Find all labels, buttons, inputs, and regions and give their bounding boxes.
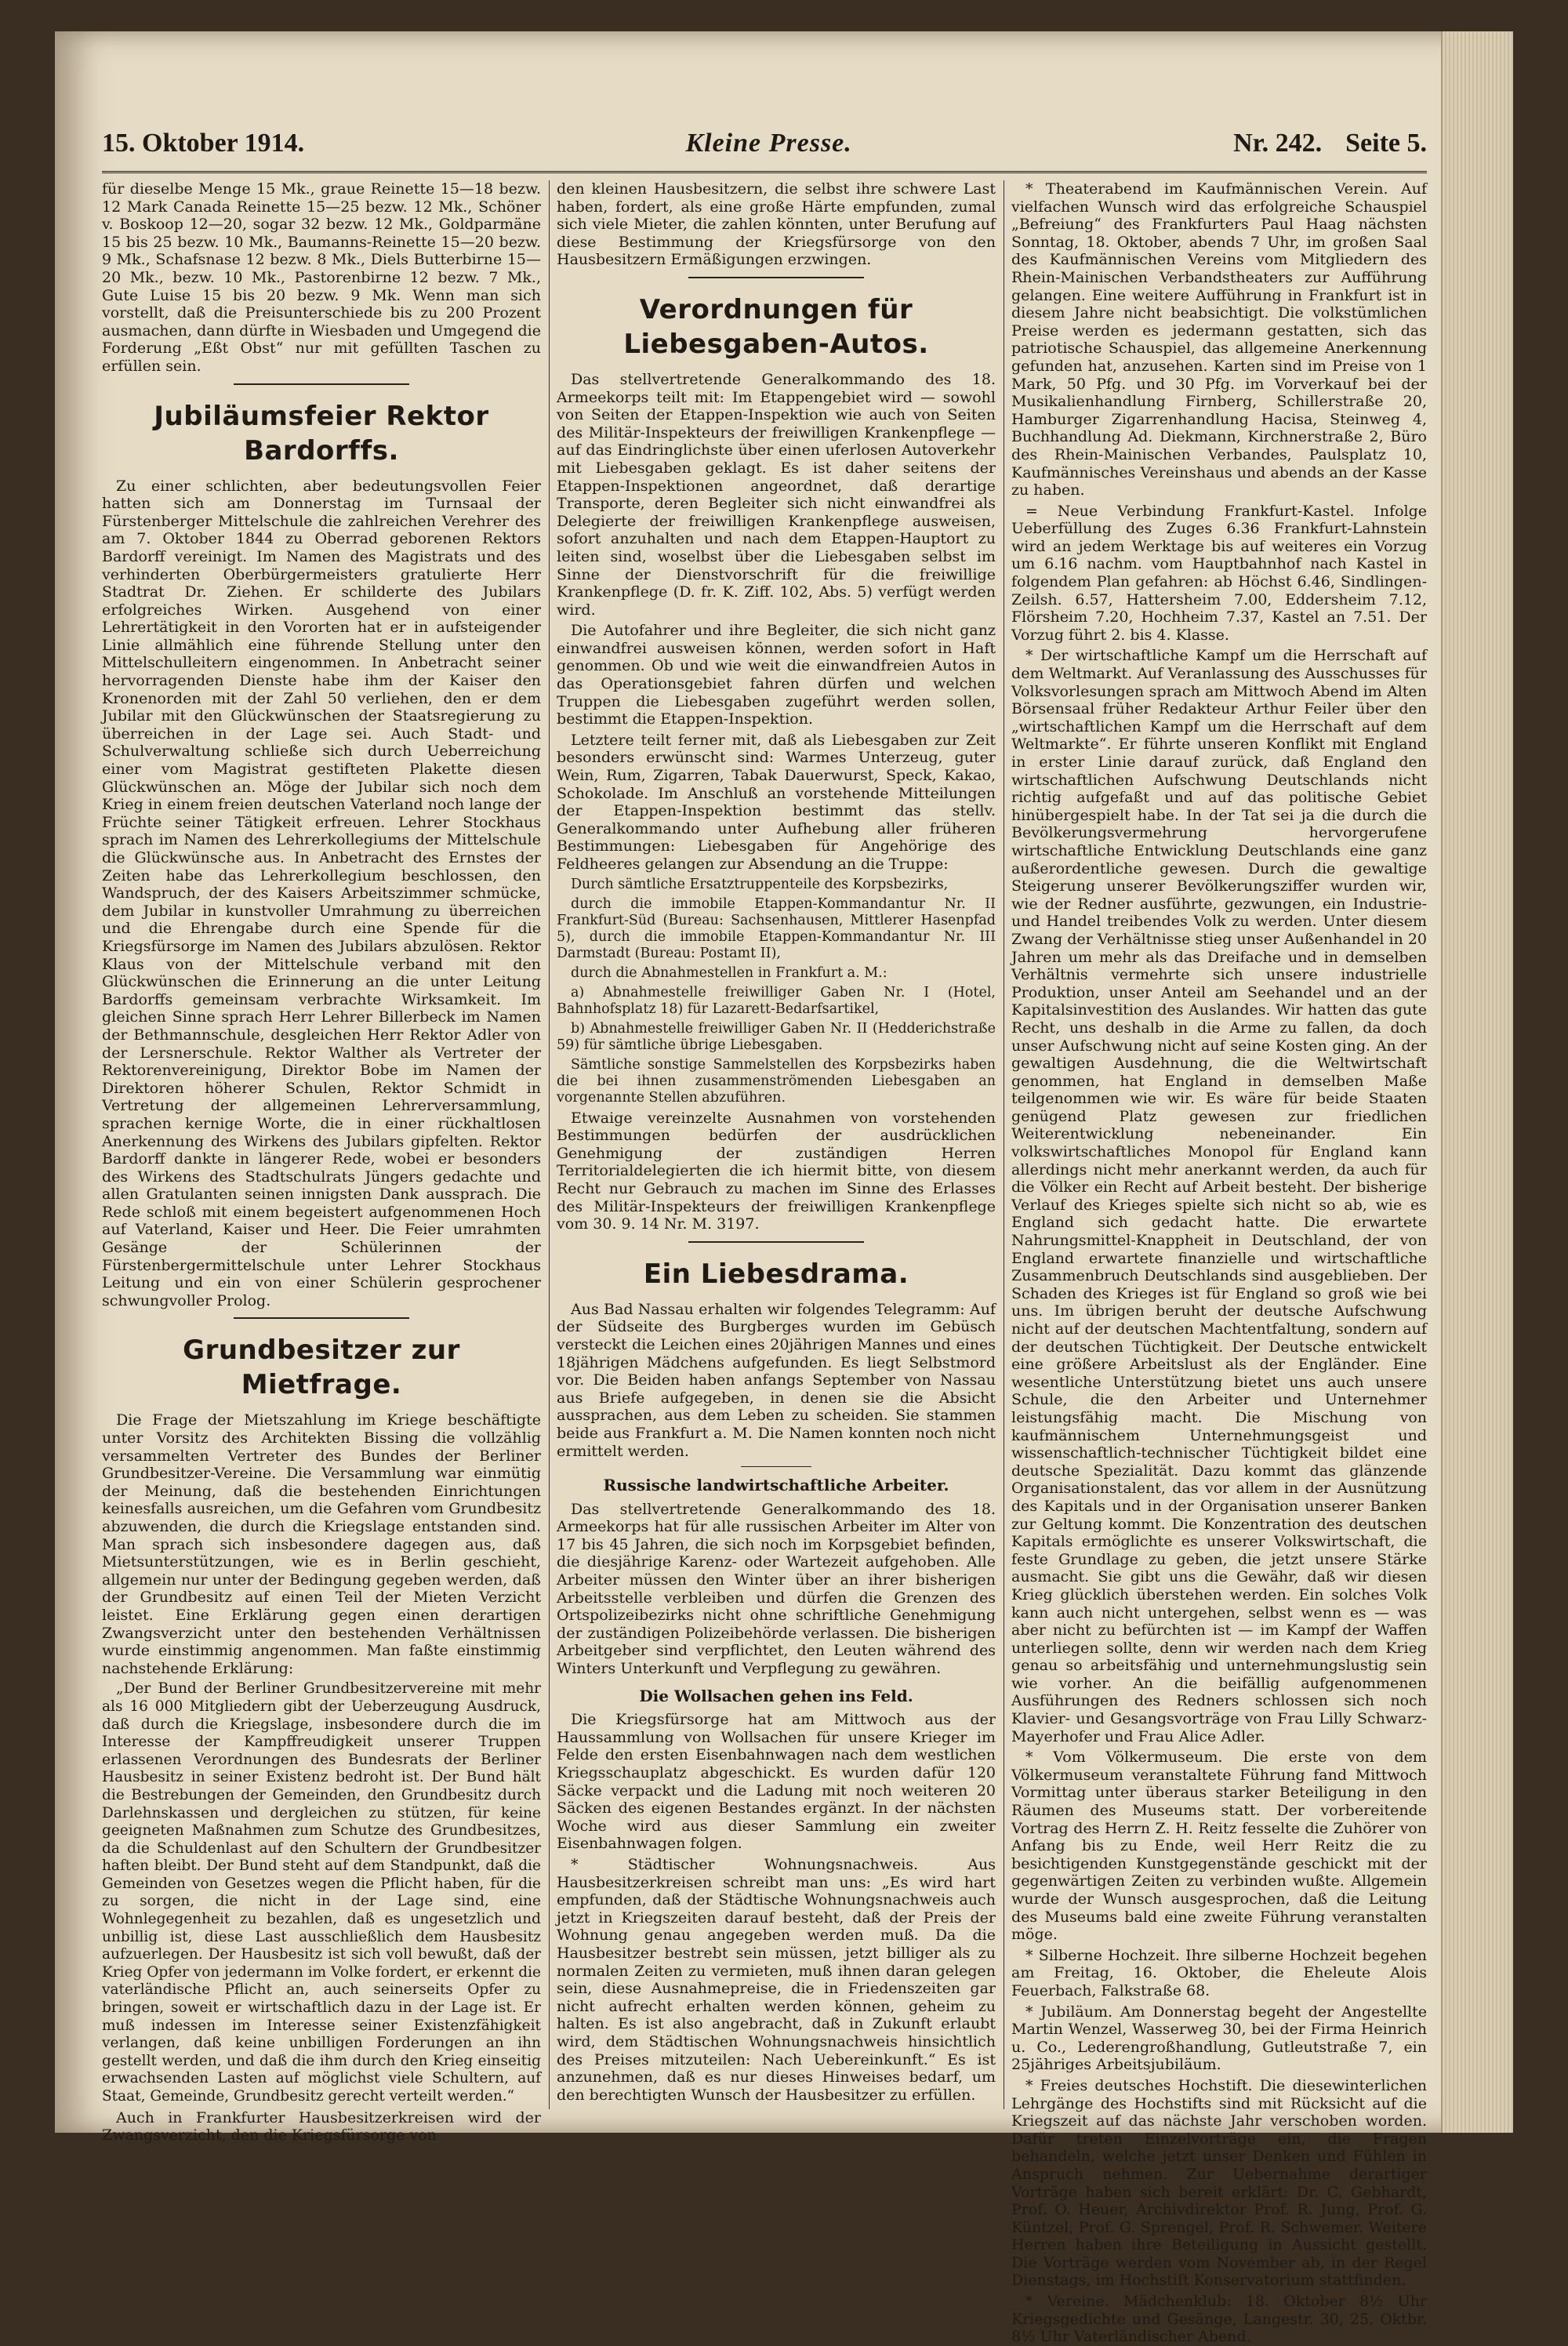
issue-number: Nr. 242. — [1233, 129, 1323, 158]
list-item: a) Abnahmestelle freiwilliger Gaben Nr. I (Hotel, Bahnhofsplatz 18) für Lazarett-Bedarfsartikel, — [557, 984, 996, 1017]
list-item: durch die immobile Etappen-Kommandantur Nr. II Frankfurt-Süd (Bureau: Sachsenhausen, Mittlerer Hasenpfad 5), durch die immobile Etappen-Kommandantur Nr. III Darmstadt (Bureau: Postamt II), — [557, 895, 996, 961]
article-text: Die Kriegsfürsorge hat am Mittwoch aus der Haussammlung von Wollsachen für unsere Krieger im Felde den ersten Eisenbahnwagen nach dem westlichen Kriegsschauplatz abgeschickt. Es wurden dafür 120 Säcke verpackt und die Ladung mit noch weiteren 20 Säcken des eigenen Bestandes ergänzt. In der nächsten Woche wird aus dieser Sammlung ein zweiter Eisenbahnwagen folgen. — [557, 1711, 996, 1853]
headline: Verordnungen für Liebesgaben-Autos. — [623, 293, 929, 360]
masthead — [102, 116, 1427, 173]
headline: Ein Liebesdrama. — [643, 1258, 909, 1290]
separator — [741, 1466, 811, 1467]
page-number: Seite 5. — [1345, 129, 1427, 158]
article-text: * Städtischer Wohnungsnachweis. Aus Hausbesitzerkreisen schreibt man uns: „Es wird hart empfunden, daß der Städtische Wohnungsnachweis auch jetzt in Kriegszeiten darauf besteht, daß der Preis der Wohnung genau angegeben werden muß. Da die Hausbesitzer bestrebt sein müssen, jetzt billiger als zu normalen Zeiten zu vermieten, muß ihnen daran gelegen sein, diese Ausnahmepreise, die in Friedenszeiten gar nicht aufrecht erhalten werden können, geheim zu halten. Es ist also angebracht, daß in Zukunft erlaubt wird, dem Städtischen Wohnungsnachweis hinsichtlich des Preises mitzuteilen: Nach Uebereinkunft.“ Es ist anzunehmen, daß es nur dieses Hinweises bedarf, um den berechtigten Wunsch der Hausbesitzer zu erfüllen. — [557, 1855, 996, 2104]
news-item: * Vom Völkermuseum. Die erste von dem Völkermuseum veranstaltete Führung fand Mittwoch Vormittag unter überaus starker Beteiligung in den Räumen des Museums statt. Der vorbereitende Vortrag des Herrn Z. H. Reitz fesselte die Zuhörer von Anfang bis zu Ende, weil Herr Reitz die zu besichtigenden Kunstgegenstände geschickt mit der gegenwärtigen Zeiten zu verbinden wußte. Allgemein wurde der Wunsch ausgesprochen, daß die Leitung des Museums bald eine zweite Führung veranstalten möge. — [1011, 1749, 1427, 1944]
newspaper-page — [55, 31, 1513, 2346]
newspaper-title: Kleine Presse. — [685, 129, 852, 158]
article-quote: „Der Bund der Berliner Grundbesitzervereine mit mehr als 16 000 Mitgliedern gibt der Ueberzeugung Ausdruck, daß durch die Kriegslage, insbesondere durch die im Interesse der Kampffreudigkeit unserer Truppen erlassenen Verordnungen des Bundesrats der Berliner Hausbesitz in seiner Existenz bedroht ist. Der Bund hält die Bestrebungen der Gemeinden, den Grundbesitz durch Darlehnskassen und dergleichen zu stützen, für keine geeigneten Maßnahmen zum Schutze des Grundbesitzes, da die Schuldenlast auf den Schultern der Grundbesitzer haften bleibt. Der Bund steht auf dem Standpunkt, daß die Gemeinden von Gesetzes wegen die Pflicht haben, für die zu sorgen, die nicht in der Lage sind, eine Wohnlegegenheit zu bezahlen, daß es ungesetzlich und unbillig ist, diese Last ausschließlich dem Hausbesitz aufzuerlegen. Der Hausbesitz ist sich voll bewußt, daß der Krieg Opfer von jedermann im Volke fordert, er erkennt die vaterländische Pflicht an, auch seinerseits Opfer zu bringen, soweit er wirtschaftlich dazu in der Lage ist. Er muß indessen im Interesse seiner Existenzfähigkeit verlangen, daß keine unbilligen Forderungen an ihn gestellt werden, und daß die ihm durch den Krieg einseitig erwachsenden Lasten auf möglichst viele Schultern, auf Staat, Gemeinde, Grundbesitz gerecht verteilt werden.“ — [102, 1680, 541, 2104]
column-1 — [102, 180, 541, 2144]
separator — [234, 383, 409, 385]
news-item: * Der wirtschaftliche Kampf um die Herrschaft auf dem Weltmarkt. Auf Veranlassung des Ausschusses für Volksvorlesungen sprach am Mittwoch Abend im Alten Börsensaal früher Redakteur Arthur Feiler über den „wirtschaftlichen Kampf um die Herrschaft auf dem Weltmarkte“. Er führte unseren Konflikt mit England in erster Linie darauf zurück, daß England den wirtschaftlichen Aufschwung Deutschlands nicht richtig aufgefaßt und auf das politische Gebiet hinübergespielt habe. In der Tat sei ja die durch die Bevölkerungsvermehrung hervorgerufene wirtschaftliche Entwicklung Deutschlands eine ganz außerordentliche gewesen. Durch die gewaltige Steigerung unserer Bevölkerungsziffer wurden wir, wie der Redner ausführte, gezwungen, ein Industrie- und Handel treibendes Volk zu werden. Unter diesem Zwang der Verhältnisse stieg unser Außenhandel in 20 Jahren um mehr als das Dreifache und in demselben Verhältnis vermehrte sich unsere industrielle Produktion, unser Anteil am Seehandel und an der Kapitalsinvestition des Auslandes. Wir hatten das gute Recht, uns deshalb in die Arme zu fallen, da doch unser Aufschwung nicht auf seine Kosten ging. An der gewaltigen Ausdehnung, die die Weltwirtschaft genommen, hat England in demselben Maße teilgenommen wie wir. Es wäre für beide Staaten genügend Platz gewesen zur friedlichen Weiterentwicklung nebeneinander. Ein volkswirtschaftliches Monopol für England kann allerdings nicht mehr anerkannt werden, da auch für die Völker ein Recht auf Arbeit besteht. Der bisherige Verlauf des Krieges spielte sich nicht so ab, wie es England sich gedacht hatte. Die erwartete Nahrungsmittel-Knappheit in Deutschland, der von England erwartete finanzielle und wirtschaftliche Zusammenbruch Deutschlands sind ausgeblieben. Der Schaden des Krieges ist für England so groß wie bei uns. Im übrigen beruht der deutsche Aufschwung nicht auf der deutschen Machtentfaltung, sondern auf der deutschen Tüchtigkeit. Der Deutsche entwickelt eine größere Arbeitslust als der Engländer. Eine wesentliche Unterstützung bietet uns auch unsere Schule, die den Arbeiter und Unternehmer leistungsfähig macht. Die Mischung von kaufmännischem Unternehmungsgeist und wissenschaftlich-technischer Tüchtigkeit bildet eine deutsche Spezialität. Dazu kommt das glänzende Organisationstalent, das vor allem in der Ausnützung des Kapitals und in der Organisation unserer Banken zur Geltung kommt. Die Konzentration des deutschen Kapitals ermöglichte es unserer Volkswirtschaft, die feste Grundlage zu geben, die jetzt unsere Stärke ausmacht. Sie gibt uns die Gewähr, daß wir diesen Krieg glücklich überstehen werden. Ein solches Volk kann auch nicht untergehen, selbst wenn es — was aber nicht zu befürchten ist — im Kampf der Waffen unterliegen sollte, denn wir werden nach dem Krieg genau so arbeitsfähig und unternehmungslustig sein wie vorher. An die beifällig aufgenommenen Ausführungen des Redners schlossen sich noch Klavier- und Gesangsvorträge von Frau Lilly Schwarz-Mayerhofer und Frau Alice Adler. — [1011, 647, 1427, 1745]
article-text: Etwaige vereinzelte Ausnahmen von vorstehenden Bestimmungen bedürfen der ausdrücklichen Genehmigung der zuständigen Herren Territorialdelegierten die ich hiermit bitte, von diesem Recht nur Gebrauch zu machen im Sinne des Erlasses des Militär-Inspekteurs der freiwilligen Krankenpflege vom 30. 9. 14 Nr. M. 3197. — [557, 1109, 996, 1233]
headline: Jubiläumsfeier Rektor Bardorffs. — [154, 400, 489, 467]
article-text: Letztere teilt ferner mit, daß als Liebesgaben zur Zeit besonders erwünscht sind: Warmes Unterzeug, guter Wein, Rum, Zigarren, Tabak Dauerwurst, Speck, Kakao, Schokolade. Im Anschluß an vorstehende Mitteilungen der Etappen-Inspektion bestimmt das stellv. Generalkommando unter Aufhebung aller früheren Bestimmungen: Liebesgaben für Angehörige des Feldheeres gelangen zur Absendung an die Truppe: — [557, 731, 996, 873]
column-2 — [557, 180, 996, 2117]
column-rule — [549, 180, 550, 2109]
news-item: = Neue Verbindung Frankfurt-Kastel. Infolge Ueberfüllung des Zuges 6.36 Frankfurt-Lahnstein wird an jedem Werktage bis auf weiteres ein Vorzug um 6.16 nachm. vom Hauptbahnhof nach Kastel in folgendem Plan gefahren: ab Höchst 6.46, Sindlingen-Zeilsh. 6.57, Hattersheim 7.00, Eddersheim 7.12, Flörsheim 7.20, Hochheim 7.37, Kastel an 7.51. Der Vorzug führt 2. bis 4. Klasse. — [1011, 502, 1427, 644]
column-3 — [1011, 180, 1427, 2346]
news-item: * Theaterabend im Kaufmännischen Verein. Auf vielfachen Wunsch wird das erfolgreiche Schauspiel „Befreiung“ des Frankfurters Paul Haag nächsten Sonntag, 18. Oktober, abends 7 Uhr, im großen Saal des Kaufmännischen Vereins vom Mitgliedern des Rhein-Mainischen Verbandstheaters zur Aufführung gelangen. Eine weitere Aufführung in Frankfurt ist in diesem Jahre nicht beabsichtigt. Die volkstümlichen Preise werden es jedermann gestatten, sich das patriotische Schauspiel, das allgemeine Anerkennung gefunden hat, anzusehen. Karten sind im Preise von 1 Mark, 50 Pfg. und 30 Pfg. im Vorverkauf bei der Musikalienhandlung Firnberg, Schillerstraße 20, Hamburger Zigarrenhandlung Hacisa, Steinweg 4, Buchhandlung Ad. Diekmann, Kirchnerstraße 2, Büro des Rhein-Mainischen Verbandes, Paulsplatz 10, Kaufmännisches Vereinshaus und abends an der Kasse zu haben. — [1011, 180, 1427, 499]
list-item: Sämtliche sonstige Sammelstellen des Korpsbezirks haben die bei ihnen zusammenströmenden Liebesgaben an vorgenannte Stellen abzuführen. — [557, 1056, 996, 1106]
article-text: Das stellvertretende Generalkommando des 18. Armeekorps hat für alle russischen Arbeiter im Alter von 17 bis 45 Jahren, die sich noch im Korpsgebiet befinden, die diesjährige Karenz- oder Wartezeit aufgehoben. Alle Arbeiter müssen den Winter über an ihrer bisherigen Arbeitsstelle verbleiben und dürfen die Grenzen des Ortspolizeibezirks nicht ohne schriftliche Genehmigung der zuständigen Polizeibehörde verlassen. Die bisherigen Arbeitgeber sind verpflichtet, den Leuten während des Winters Unterkunft und Verpflegung zu gewähren. — [557, 1500, 996, 1678]
article-text: Das stellvertretende Generalkommando des 18. Armeekorps teilt mit: Im Etappengebiet wird — sowohl von Seiten der Etappen-Inspektion wie auch von Seiten des Militär-Inspekteurs der freiwilligen Krankenpflege — auf das Eindringlichste über einen uferlosen Autoverkehr mit Liebesgaben geklagt. Es ist daher seitens der Etappen-Inspektionen angeordnet, daß derartige Transporte, deren Begleiter sich nicht einwandfrei als Delegierte der freiwilligen Krankenpflege ausweisen, sofort anzuhalten und nach dem Etappen-Hauptort zu leiten sind, woselbst über die Liebesgaben selbst im Sinne der Dienstvorschrift für die freiwillige Krankenpflege (D. fr. K. Ziff. 102, Abs. 5) verfügt werden wird. — [557, 370, 996, 619]
article-text: den kleinen Hausbesitzern, die selbst ihre schwere Last haben, fordert, als eine große Härte empfunden, zumal sich viele Mieter, die zahlen könnten, unter Berufung auf diese Bestimmung der Kriegsfürsorge von den Hausbesitzern Ermäßigungen erzwingen. — [557, 180, 996, 269]
news-item: * Jubiläum. Am Donnerstag begeht der Angestellte Martin Wenzel, Wasserweg 30, bei der Firma Heinrich u. Co., Lederengroßhandlung, Gutleutstraße 7, ein 25jähriges Arbeitsjubiläum. — [1011, 2003, 1427, 2074]
news-item: * Freies deutsches Hochstift. Die diesewinterlichen Lehrgänge des Hochstifts sind mit Rücksicht auf die Kriegszeit auf das nächste Jahr verschoben worden. Dafür treten Einzelvorträge ein, die Fragen behandeln, welche jetzt unser Denken und Fühlen in Anspruch nehmen. Zur Uebernahme derartiger Vorträge haben sich bereit erklärt: Dr. C. Gebhardt, Prof. O. Heuer, Archivdirektor Prof. R. Jung, Prof. G. Küntzel, Prof. G. Sprengel, Prof. R. Schwemer. Weitere Herren haben ihre Beteiligung in Aussicht gestellt. Die Vorträge werden vom November ab, in der Regel Dienstags, im Hochstift Konservatorium stattfinden. — [1011, 2076, 1427, 2290]
subheadline: Russische landwirtschaftliche Arbeiter. — [603, 1476, 949, 1495]
list-item: durch die Abnahmestellen in Frankfurt a. M.: — [571, 964, 887, 981]
list-item: b) Abnahmestelle freiwilliger Gaben Nr. II (Hedderichstraße 59) für sämtliche übrige Liebesgaben. — [557, 1020, 996, 1053]
article-text: Auch in Frankfurter Hausbesitzerkreisen wird der Zwangsverzicht, den die Kriegsfürsorge von — [102, 2108, 541, 2144]
book-page-edges — [1441, 31, 1513, 2133]
article-text: Die Frage der Mietszahlung im Kriege beschäftigte unter Vorsitz des Architekten Bissing die vollzählig versammelten Vertreter des Bundes der Berliner Grundbesitzer-Vereine. Die Versammlung war einmütig der Meinung, daß die bestehenden Einrichtungen keinesfalls ausreichen, um die Gefahren vom Grundbesitz abzuwenden, die durch die Kriegslage entstanden sind. Man sprach sich insbesondere dagegen aus, daß Mietsunterstützungen, wie es in Berlin geschieht, allgemein nur unter der Bedingung gegeben werden, daß der Grundbesitz auf einen Teil der Mieten Verzicht leistet. Eine Erklärung gegen einen derartigen Zwangsverzicht unter den bestehenden Verhältnissen wurde einstimmig angenommen. Man faßte einstimmig nachstehende Erklärung: — [102, 1411, 541, 1677]
headline: Grundbesitzer zur Mietfrage. — [183, 1335, 460, 1401]
news-item: * Silberne Hochzeit. Ihre silberne Hochzeit begehen am Freitag, 16. Oktober, die Eheleute Alois Feuerbach, Falkstraße 68. — [1011, 1946, 1427, 1999]
news-item: * Vereine. Mädchenklub: 18. Oktober 8½ Uhr Kriegsgedichte und Gesänge, Langestr. 30, 25. Oktbr. 8½ Uhr Vaterländischer Abend. — [1011, 2293, 1427, 2346]
separator — [688, 1241, 864, 1243]
issue-info — [1233, 129, 1427, 158]
article-text: für dieselbe Menge 15 Mk., graue Reinette 15—18 bezw. 12 Mark Canada Reinette 15—25 bezw. 12 Mk., Schöner v. Boskoop 12—20, sogar 32 bezw. 12 Mk., Goldparmäne 15 bis 25 bezw. 10 Mk., Baumanns-Reinette 15—20 bezw. 9 Mk., Schafsnase 12 bezw. 8 Mk., Diels Butterbirne 15—20 Mk., bezw. 10 Mk., Pastorenbirne 12 bezw. 7 Mk., Gute Luise 15 bis 20 bezw. 9 Mk. Wenn man sich vorstellt, daß die Preisunterschiede bis zu 200 Prozent ausmachen, dann dürfte in Wiesbaden und Umgegend die Forderung „Eßt Obst“ nur mit gefüllten Taschen zu erfüllen sein. — [102, 180, 541, 375]
list-item: Durch sämtliche Ersatztruppenteile des Korpsbezirks, — [571, 876, 949, 892]
separator — [234, 1317, 409, 1319]
issue-date: 15. Oktober 1914. — [102, 129, 305, 158]
article-text: Aus Bad Nassau erhalten wir folgendes Telegramm: Auf der Südseite des Burgberges wurden im Gebüsch versteckt die Leichen eines 20jährigen Mannes und eines 18jährigen Mädchens aufgefunden. Es liegt Selbstmord vor. Die Beiden haben anfangs September von Nassau aus Briefe aufgegeben, in denen sie die Absicht aussprachen, aus dem Leben zu scheiden. Sie stammen beide aus Frankfurt a. M. Die Namen konnten noch nicht ermittelt werden. — [557, 1300, 996, 1460]
article-text: Die Autofahrer und ihre Begleiter, die sich nicht ganz einwandfrei ausweisen können, werden sofort in Haft genommen. Ob und wie weit die einwandfreien Autos in das Operationsgebiet fahren dürfen und welchen Truppen die Liebesgaben zugeführt werden sollen, bestimmt die Etappen-Inspektion. — [557, 622, 996, 728]
separator — [688, 277, 864, 278]
article-text: Zu einer schlichten, aber bedeutungsvollen Feier hatten sich am Donnerstag im Turnsaal der Fürstenberger Mittelschule die zahlreichen Verehrer des am 7. Oktober 1844 zu Oberrad geborenen Rektors Bardorff vereinigt. Im Namen des Magistrats und des verhinderten Oberbürgermeisters gratulierte Herr Stadtrat Dr. Ziehen. Er schilderte des Jubilars erfolgreiches Wirken. Ausgehend von einer Lehrertätigkeit in den Vororten hat er in aufsteigender Linie allmählich eine führende Stellung unter den Mittelschulleitern eingenommen. In Anbetracht seiner hervorragenden Dienste habe ihm der Kaiser den Kronenorden mit der Zahl 50 verliehen, den er dem Jubilar mit den Glückwünschen der Staatsregierung zu überreichen in der Lage sei. Auch Stadt- und Schulverwaltung schließe sich durch Ueberreichung einer vom Magistrat gestifteten Plakette diesen Glückwünschen an. Möge der Jubilar sich noch dem Krieg in einem freien deutschen Vaterland noch lange der Früchte seiner Tätigkeit erfreuen. Lehrer Stockhaus sprach im Namen des Lehrerkollegiums der Mittelschule die Glückwünsche aus. In Anbetracht des Ernstes der Zeiten habe das Lehrerkollegium beschlossen, den Wandspruch, der des Kaisers Arbeitszimmer schmücke, dem Jubilar in kunstvoller Umrahmung zu überreichen und die Ehrengabe durch eine Spende für die Kriegsfürsorge im Namen des Jubilars abzulösen. Rektor Klaus von der Mittelschule verband mit den Glückwünschen die Erinnerung an die unter Leitung Bardorffs gemeinsam verbrachte Wirksamkeit. Im gleichen Sinne sprach Herr Lehrer Billerbeck im Namen der Bethmannschule, desgleichen Herr Rektor Adler von der Lersnerschule. Rektor Walther als Vertreter der Rektorenvereinigung, Direktor Bobe im Namen der Direktoren höherer Schulen, Rektor Schmidt in Vertretung der allgemeinen Lehrerversammlung, sprachen kernige Worte, die in einer rückhaltlosen Anerkennung des Wirkens des Jubilars gipfelten. Rektor Bardorff dankte in längerer Rede, wobei er besonders des Wirkens des Stadtschulrats Jüngers gedachte und allen Gratulanten seinen innigsten Dank aussprach. Die Rede schloß mit einem begeistert aufgenommenen Hoch auf Vaterland, Kaiser und Heer. Die Feier umrahmten Gesänge der Schülerinnen der Fürstenbergermittelschule unter Lehrer Stockhaus Leitung und ein von einer Schülerin gesprochener schwungvoller Prolog. — [102, 477, 541, 1309]
subheadline: Die Wollsachen gehen ins Feld. — [639, 1686, 913, 1705]
